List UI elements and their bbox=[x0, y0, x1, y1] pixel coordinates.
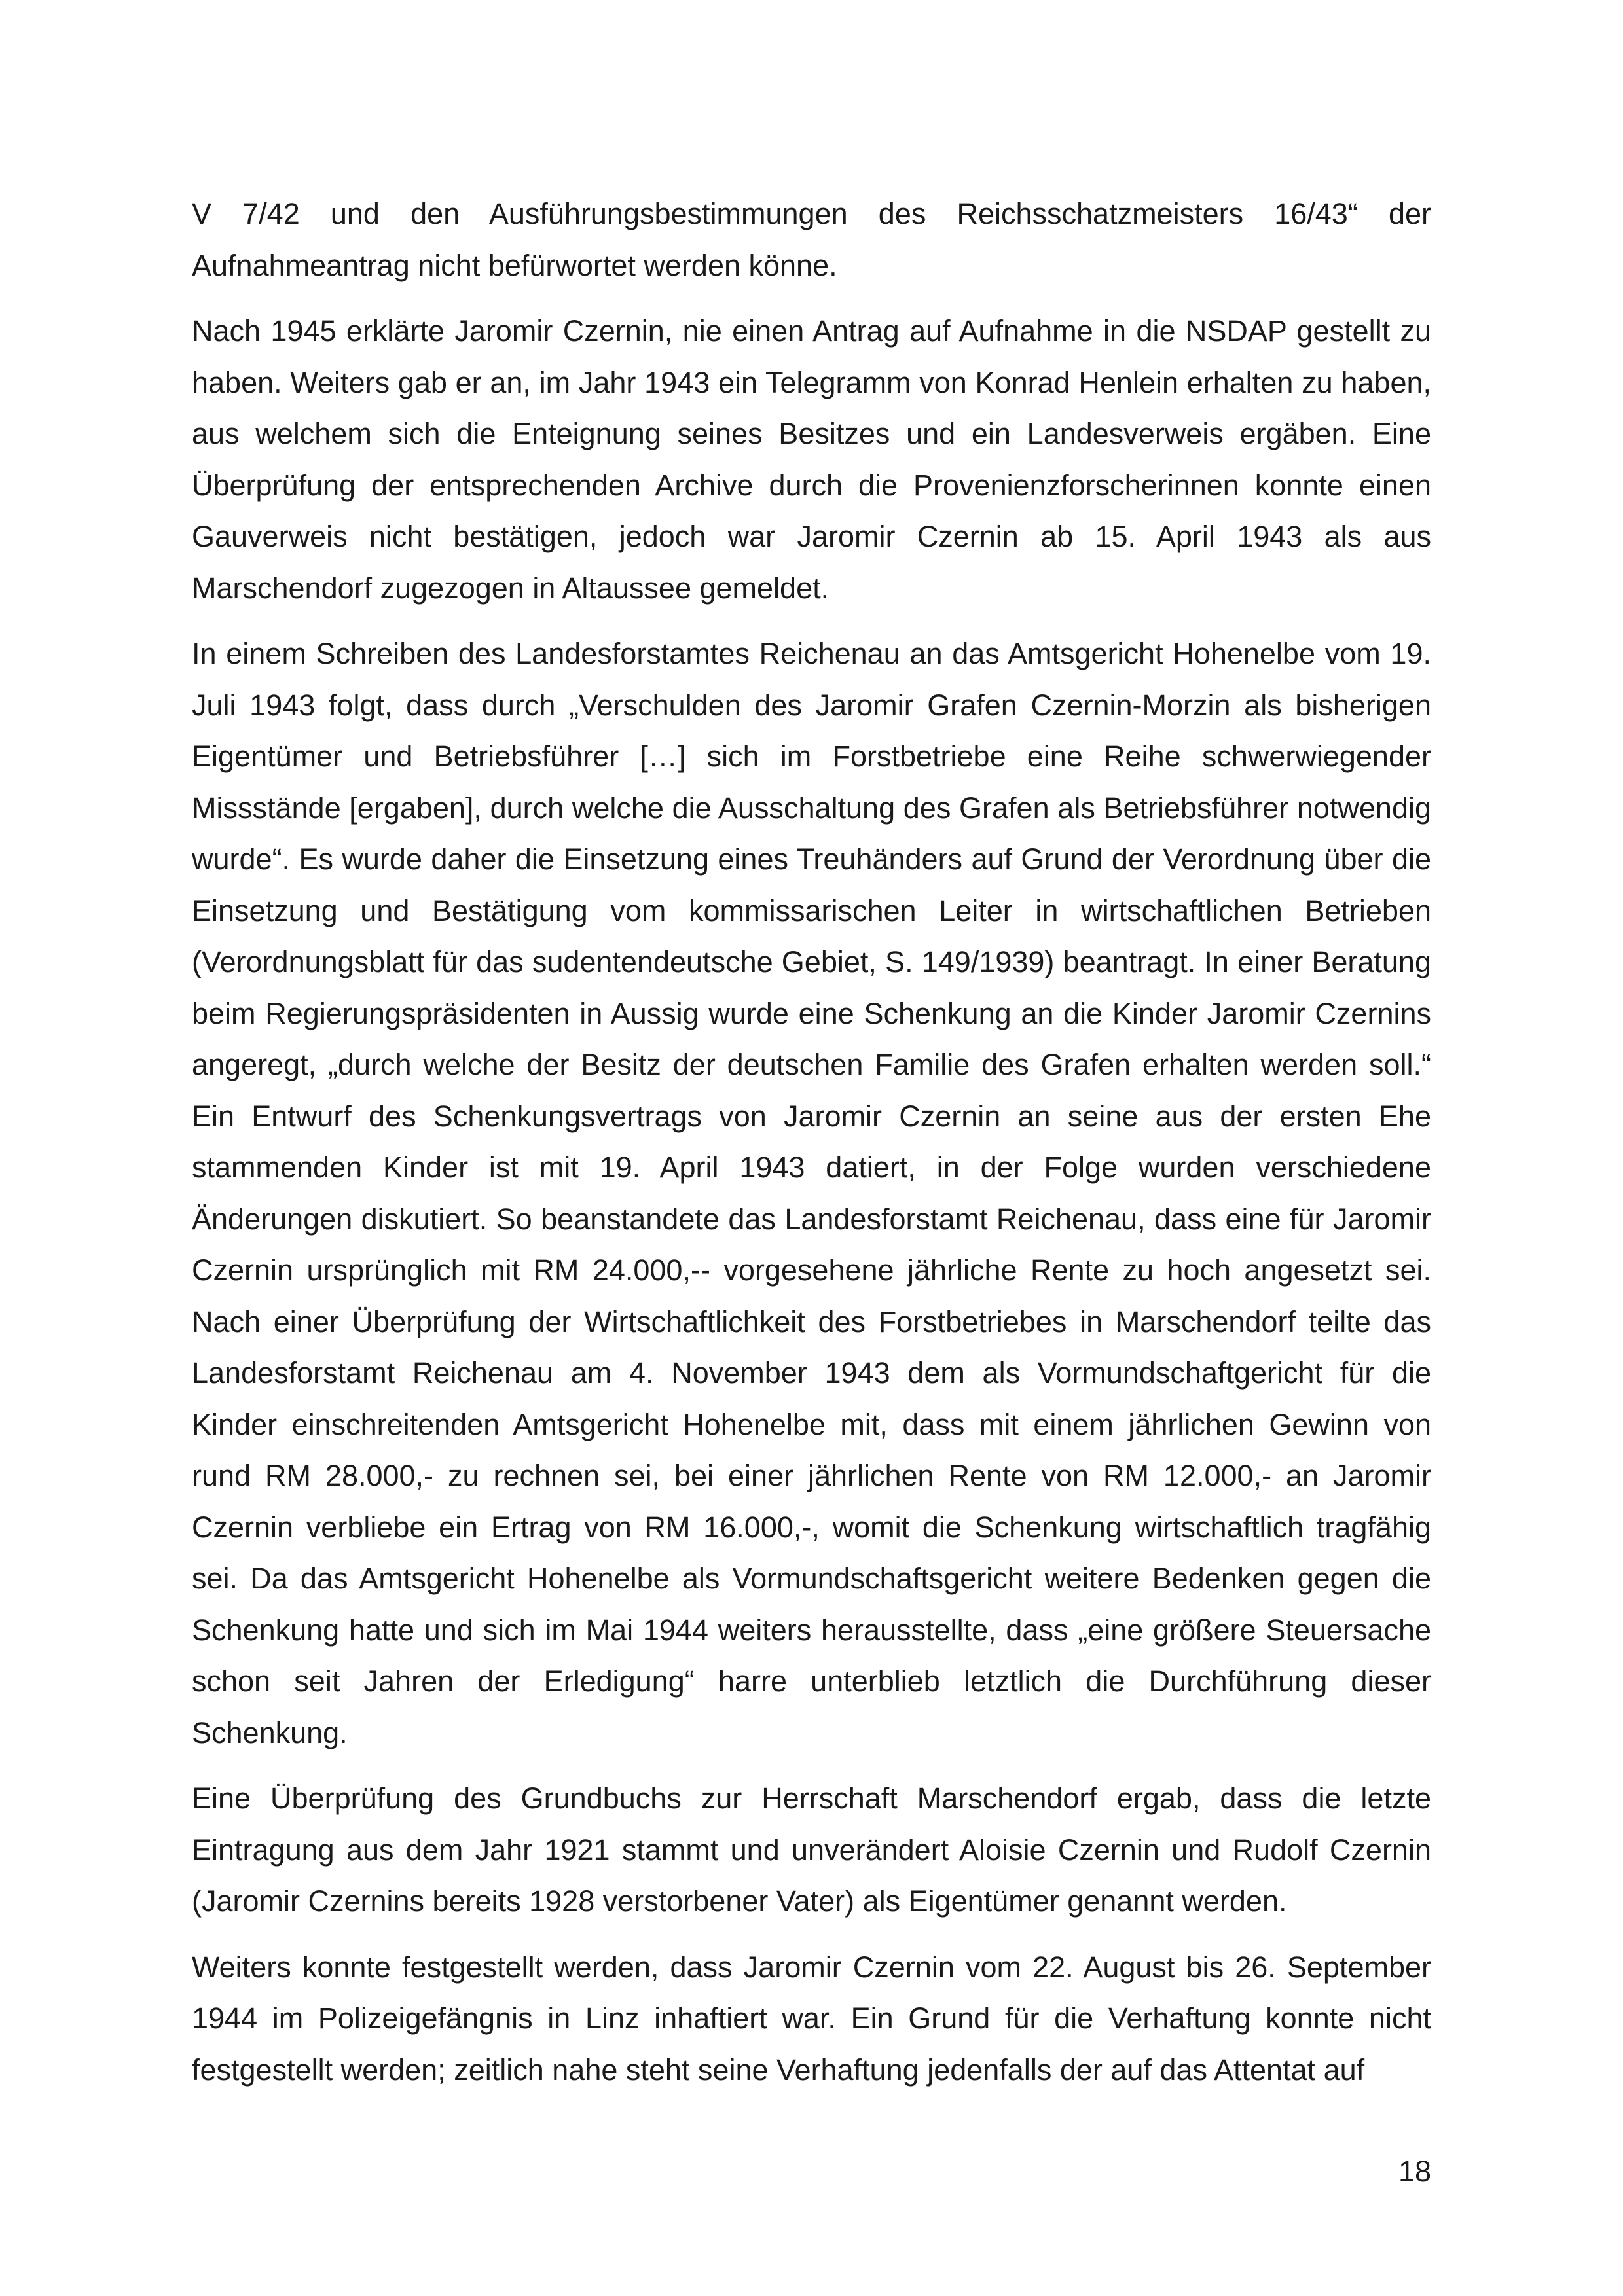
paragraph-2: Nach 1945 erklärte Jaromir Czernin, nie einen Antrag auf Aufnahme in die NSDAP gestellt zu haben. Weiters gab er an, im Jahr 1943 ein Telegramm von Konrad Henlein erhalten zu haben, aus welchem sich die Enteignung seines Besitzes und ein Landesverweis ergäben. Eine Überprüfung der entsprechenden Archive durch die Provenienzforscherinnen konnte einen Gauverweis nicht bestätigen, jedoch war Jaromir Czernin ab 15. April 1943 als aus Marschendorf zugezogen in Altaussee gemeldet. bbox=[192, 314, 1431, 605]
page-number: 18 bbox=[1398, 2155, 1431, 2188]
paragraph-3: In einem Schreiben des Landesforstamtes Reichenau an das Amtsgericht Hohenelbe vom 19. Juli 1943 folgt, dass durch „Verschulden des Jaromir Grafen Czernin-Morzin als bisherigen Eigentümer und Betriebsführer […] sich im Forstbetriebe eine Reihe schwerwiegender Missstände [ergaben], durch welche die Ausschaltung des Grafen als Betriebsführer notwendig wurde“. Es wurde daher die Einsetzung eines Treuhänders auf Grund der Verordnung über die Einsetzung und Bestätigung vom kommissarischen Leiter in wirtschaftlichen Betrieben (Verordnungsblatt für das sudentendeutsche Gebiet, S. 149/1939) beantragt. In einer Beratung beim Regierungspräsidenten in Aussig wurde eine Schenkung an die Kinder Jaromir Czernins angeregt, „durch welche der Besitz der deutschen Familie des Grafen erhalten werden soll.“ Ein Entwurf des Schenkungsvertrags von Jaromir Czernin an seine aus der ersten Ehe stammenden Kinder ist mit 19. April 1943 datiert, in der Folge wurden verschiedene Änderungen diskutiert. So beanstandete das Landesforstamt Reichenau, dass eine für Jaromir Czernin ursprünglich mit RM 24.000,-- vorgesehene jährliche Rente zu hoch angesetzt sei. Nach einer Überprüfung der Wirtschaftlichkeit des Forstbetriebes in Marschendorf teilte das Landesforstamt Reichenau am 4. November 1943 dem als Vormundschaftgericht für die Kinder einschreitenden Amtsgericht Hohenelbe mit, dass mit einem jährlichen Gewinn von rund RM 28.000,- zu rechnen sei, bei einer jährlichen Rente von RM 12.000,- an Jaromir Czernin verbliebe ein Ertrag von RM 16.000,-, womit die Schenkung wirtschaftlich tragfähig sei. Da das Amtsgericht Hohenelbe als Vormundschaftsgericht weitere Bedenken gegen die Schenkung hatte und sich im Mai 1944 weiters herausstellte, dass „eine größere Steuersache schon seit Jahren der Erledigung“ harre unterblieb letztlich die Durchführung dieser Schenkung. bbox=[192, 637, 1431, 1749]
paragraph-1: V 7/42 und den Ausführungsbestimmungen des Reichsschatzmeisters 16/43“ der Aufnahmeantrag nicht befürwortet werden könne. bbox=[192, 197, 1431, 282]
paragraph-4: Eine Überprüfung des Grundbuchs zur Herrschaft Marschendorf ergab, dass die letzte Eintragung aus dem Jahr 1921 stammt und unverändert Aloisie Czernin und Rudolf Czernin (Jaromir Czernins bereits 1928 verstorbener Vater) als Eigentümer genannt werden. bbox=[192, 1782, 1431, 1918]
body-text bbox=[192, 188, 1431, 2110]
paragraph-5: Weiters konnte festgestellt werden, dass Jaromir Czernin vom 22. August bis 26. September 1944 im Polizeigefängnis in Linz inhaftiert war. Ein Grund für die Verhaftung konnte nicht festgestellt werden; zeitlich nahe steht seine Verhaftung jedenfalls der auf das Attentat auf bbox=[192, 1950, 1431, 2087]
